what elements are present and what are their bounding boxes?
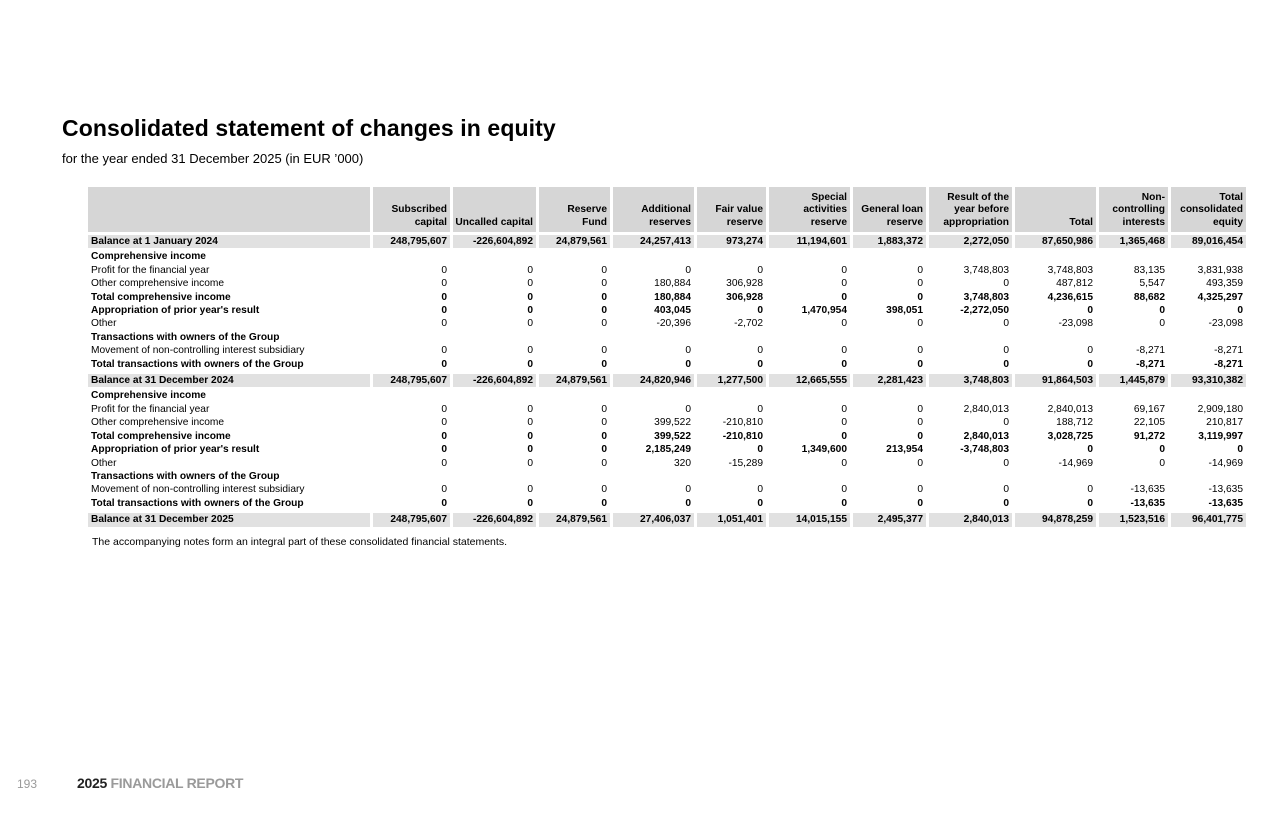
row-label: Other comprehensive income bbox=[91, 278, 225, 290]
column-header: Reserve Fund bbox=[536, 187, 610, 232]
table-cell: 27,406,037 bbox=[610, 510, 694, 528]
table-cell bbox=[370, 250, 450, 263]
row-label: Total comprehensive income bbox=[91, 291, 231, 303]
table-cell: 2,840,013 bbox=[1012, 403, 1096, 416]
table-cell: 1,883,372 bbox=[850, 232, 926, 250]
row-label: Other bbox=[91, 318, 117, 330]
table-cell: 1,051,401 bbox=[694, 510, 766, 528]
table-cell: 0 bbox=[694, 497, 766, 510]
table-cell: 0 bbox=[850, 403, 926, 416]
row-label: Balance at 31 December 2025 bbox=[88, 510, 370, 528]
table-cell: -13,635 bbox=[1096, 497, 1168, 510]
table-cell: 0 bbox=[536, 430, 610, 443]
table-cell: 1,365,468 bbox=[1096, 232, 1168, 250]
table-cell: 0 bbox=[850, 457, 926, 470]
table-cell: 320 bbox=[610, 457, 694, 470]
table-cell: 0 bbox=[850, 317, 926, 330]
table-cell: 24,879,561 bbox=[536, 510, 610, 528]
table-cell bbox=[610, 250, 694, 263]
column-header: Additional reserves bbox=[610, 187, 694, 232]
table-cell: 399,522 bbox=[610, 430, 694, 443]
table-cell: 3,028,725 bbox=[1012, 430, 1096, 443]
table-cell: 0 bbox=[370, 317, 450, 330]
table-cell: 0 bbox=[370, 430, 450, 443]
table-cell bbox=[766, 470, 850, 483]
table-cell: -3,748,803 bbox=[926, 443, 1012, 456]
table-cell: 0 bbox=[450, 291, 536, 304]
table-cell bbox=[850, 389, 926, 402]
table-cell: 24,257,413 bbox=[610, 232, 694, 250]
table-cell: 0 bbox=[1012, 358, 1096, 371]
table-row bbox=[88, 497, 1246, 510]
table-row bbox=[88, 457, 1246, 470]
table-cell: -226,604,892 bbox=[450, 371, 536, 389]
table-cell: 0 bbox=[694, 403, 766, 416]
table-cell bbox=[536, 250, 610, 263]
table-cell bbox=[370, 470, 450, 483]
table-cell: 0 bbox=[766, 317, 850, 330]
table-cell: 0 bbox=[610, 497, 694, 510]
table-cell: 0 bbox=[766, 264, 850, 277]
table-cell: 0 bbox=[370, 497, 450, 510]
table-cell: 2,272,050 bbox=[926, 232, 1012, 250]
table-cell: 0 bbox=[850, 416, 926, 429]
table-cell: 0 bbox=[450, 457, 536, 470]
table-cell: 5,547 bbox=[1096, 277, 1168, 290]
table-cell: 0 bbox=[610, 344, 694, 357]
table-cell: -23,098 bbox=[1168, 317, 1246, 330]
table-cell: 0 bbox=[536, 443, 610, 456]
table-cell: 1,277,500 bbox=[694, 371, 766, 389]
table-cell: 493,359 bbox=[1168, 277, 1246, 290]
table-cell: 306,928 bbox=[694, 291, 766, 304]
table-cell: 22,105 bbox=[1096, 416, 1168, 429]
table-cell: 87,650,986 bbox=[1012, 232, 1096, 250]
table-cell: 0 bbox=[766, 457, 850, 470]
table-cell: 0 bbox=[536, 416, 610, 429]
row-label: Balance at 31 December 2024 bbox=[88, 371, 370, 389]
table-cell: 0 bbox=[450, 277, 536, 290]
row-label: Balance at 1 January 2024 bbox=[88, 232, 370, 250]
table-cell: 0 bbox=[370, 416, 450, 429]
balance-row bbox=[88, 371, 1246, 389]
table-cell: 3,748,803 bbox=[926, 291, 1012, 304]
table-cell: -8,271 bbox=[1168, 358, 1246, 371]
table-cell: 0 bbox=[850, 358, 926, 371]
table-cell: -14,969 bbox=[1168, 457, 1246, 470]
table-cell: 248,795,607 bbox=[370, 232, 450, 250]
row-label: Total transactions with owners of the Group bbox=[91, 358, 304, 370]
table-cell: 0 bbox=[1096, 317, 1168, 330]
table-cell: 0 bbox=[1096, 457, 1168, 470]
table-cell: 0 bbox=[766, 483, 850, 496]
table-cell: 69,167 bbox=[1096, 403, 1168, 416]
table-cell: 2,909,180 bbox=[1168, 403, 1246, 416]
table-cell: 0 bbox=[926, 457, 1012, 470]
table-cell: 248,795,607 bbox=[370, 371, 450, 389]
table-cell: 403,045 bbox=[610, 304, 694, 317]
column-header: General loan reserve bbox=[850, 187, 926, 232]
column-header: Special activities reserve bbox=[766, 187, 850, 232]
table-cell: 0 bbox=[450, 497, 536, 510]
table-cell: 0 bbox=[610, 483, 694, 496]
table-cell: 4,325,297 bbox=[1168, 291, 1246, 304]
table-cell: 0 bbox=[370, 403, 450, 416]
table-cell: 0 bbox=[694, 264, 766, 277]
row-label: Total transactions with owners of the Group bbox=[91, 497, 304, 509]
table-cell: 0 bbox=[1012, 443, 1096, 456]
table-cell: 0 bbox=[766, 358, 850, 371]
table-cell: 0 bbox=[850, 264, 926, 277]
table-row bbox=[88, 277, 1246, 290]
table-cell: 3,748,803 bbox=[1012, 264, 1096, 277]
row-label: Profit for the financial year bbox=[91, 264, 210, 276]
table-cell: 973,274 bbox=[694, 232, 766, 250]
table-cell: -13,635 bbox=[1168, 483, 1246, 496]
table-cell: 399,522 bbox=[610, 416, 694, 429]
table-cell bbox=[694, 331, 766, 344]
table-cell: 0 bbox=[536, 264, 610, 277]
table-cell: 0 bbox=[926, 483, 1012, 496]
table-cell: -15,289 bbox=[694, 457, 766, 470]
page-number: 193 bbox=[17, 777, 38, 791]
table-row bbox=[88, 483, 1246, 496]
table-cell: 24,879,561 bbox=[536, 232, 610, 250]
column-header: Total bbox=[1012, 187, 1096, 232]
table-cell: 0 bbox=[450, 430, 536, 443]
table-cell: 487,812 bbox=[1012, 277, 1096, 290]
table-cell: -210,810 bbox=[694, 416, 766, 429]
table-cell: 0 bbox=[370, 344, 450, 357]
table-cell: -226,604,892 bbox=[450, 232, 536, 250]
table-cell bbox=[610, 470, 694, 483]
table-cell: 0 bbox=[1168, 443, 1246, 456]
table-cell: 12,665,555 bbox=[766, 371, 850, 389]
table-cell: 188,712 bbox=[1012, 416, 1096, 429]
table-cell bbox=[694, 389, 766, 402]
row-label: Appropriation of prior year's result bbox=[91, 305, 260, 317]
table-cell bbox=[1168, 331, 1246, 344]
table-cell: 0 bbox=[536, 317, 610, 330]
row-label: Comprehensive income bbox=[91, 251, 206, 263]
table-cell: -14,969 bbox=[1012, 457, 1096, 470]
table-cell: 0 bbox=[694, 483, 766, 496]
table-cell: -13,635 bbox=[1096, 483, 1168, 496]
table-cell: 0 bbox=[850, 291, 926, 304]
row-label: Movement of non-controlling interest subsidiary bbox=[91, 484, 305, 496]
table-cell bbox=[536, 470, 610, 483]
table-cell bbox=[610, 389, 694, 402]
table-cell: 0 bbox=[450, 443, 536, 456]
table-cell: 2,495,377 bbox=[850, 510, 926, 528]
column-header: Uncalled capital bbox=[450, 187, 536, 232]
table-cell: 0 bbox=[926, 358, 1012, 371]
table-cell: 0 bbox=[536, 403, 610, 416]
table-cell: 398,051 bbox=[850, 304, 926, 317]
table-cell: -210,810 bbox=[694, 430, 766, 443]
table-cell bbox=[1012, 250, 1096, 263]
table-cell: 93,310,382 bbox=[1168, 371, 1246, 389]
table-cell: 2,840,013 bbox=[926, 510, 1012, 528]
row-label: Transactions with owners of the Group bbox=[91, 470, 280, 482]
table-cell: -226,604,892 bbox=[450, 510, 536, 528]
row-label: Appropriation of prior year's result bbox=[91, 444, 260, 456]
table-cell: -20,396 bbox=[610, 317, 694, 330]
table-cell: 0 bbox=[370, 291, 450, 304]
table-cell: 2,185,249 bbox=[610, 443, 694, 456]
balance-row bbox=[88, 510, 1246, 528]
table-cell: 0 bbox=[450, 304, 536, 317]
table-cell bbox=[1168, 389, 1246, 402]
table-cell: 0 bbox=[926, 277, 1012, 290]
table-cell: 0 bbox=[926, 416, 1012, 429]
balance-row bbox=[88, 232, 1246, 250]
table-row bbox=[88, 443, 1246, 456]
column-header: Total consolidated equity bbox=[1168, 187, 1246, 232]
table-cell: 0 bbox=[850, 497, 926, 510]
table-cell: 0 bbox=[370, 304, 450, 317]
table-cell bbox=[450, 331, 536, 344]
table-row bbox=[88, 264, 1246, 277]
section-header-row bbox=[88, 389, 1246, 402]
table-cell bbox=[1012, 389, 1096, 402]
table-cell: 0 bbox=[694, 358, 766, 371]
table-cell: 89,016,454 bbox=[1168, 232, 1246, 250]
table-cell: 213,954 bbox=[850, 443, 926, 456]
table-cell: -8,271 bbox=[1168, 344, 1246, 357]
table-cell: 1,445,879 bbox=[1096, 371, 1168, 389]
table-cell: 88,682 bbox=[1096, 291, 1168, 304]
table-cell: 2,840,013 bbox=[926, 403, 1012, 416]
table-cell: 0 bbox=[370, 264, 450, 277]
table-cell bbox=[1012, 470, 1096, 483]
table-cell bbox=[450, 250, 536, 263]
table-cell bbox=[450, 389, 536, 402]
table-cell: 91,272 bbox=[1096, 430, 1168, 443]
table-cell bbox=[536, 331, 610, 344]
table-cell: 14,015,155 bbox=[766, 510, 850, 528]
table-cell: 0 bbox=[1012, 304, 1096, 317]
table-cell bbox=[450, 470, 536, 483]
table-cell: 180,884 bbox=[610, 291, 694, 304]
table-cell: 24,820,946 bbox=[610, 371, 694, 389]
table-cell bbox=[1012, 331, 1096, 344]
table-cell: 0 bbox=[850, 344, 926, 357]
column-header-label bbox=[88, 187, 370, 232]
table-header bbox=[88, 187, 1246, 232]
row-label: Other bbox=[91, 457, 117, 469]
table-cell: -8,271 bbox=[1096, 358, 1168, 371]
table-cell: 0 bbox=[694, 304, 766, 317]
table-cell: 3,119,997 bbox=[1168, 430, 1246, 443]
table-cell: 3,748,803 bbox=[926, 264, 1012, 277]
table-cell: 0 bbox=[926, 344, 1012, 357]
table-cell: 210,817 bbox=[1168, 416, 1246, 429]
table-row bbox=[88, 358, 1246, 371]
table-row bbox=[88, 304, 1246, 317]
report-brand bbox=[77, 775, 243, 791]
brand-text: FINANCIAL REPORT bbox=[110, 775, 244, 791]
table-cell: 0 bbox=[536, 483, 610, 496]
column-header: Subscribed capital bbox=[370, 187, 450, 232]
table-cell: 0 bbox=[450, 344, 536, 357]
table-cell bbox=[610, 331, 694, 344]
table-cell bbox=[694, 470, 766, 483]
table-cell: 0 bbox=[370, 358, 450, 371]
table-cell bbox=[1096, 331, 1168, 344]
table-row bbox=[88, 403, 1246, 416]
table-cell bbox=[694, 250, 766, 263]
table-cell: 0 bbox=[1012, 344, 1096, 357]
table-cell bbox=[926, 331, 1012, 344]
table-cell: 0 bbox=[536, 277, 610, 290]
table-cell: 0 bbox=[1012, 483, 1096, 496]
table-cell: 180,884 bbox=[610, 277, 694, 290]
table-cell: 0 bbox=[536, 291, 610, 304]
table-cell: 4,236,615 bbox=[1012, 291, 1096, 304]
section-header-row bbox=[88, 250, 1246, 263]
table-cell: 0 bbox=[536, 304, 610, 317]
table-cell: 0 bbox=[694, 344, 766, 357]
table-cell: 248,795,607 bbox=[370, 510, 450, 528]
table-cell bbox=[850, 250, 926, 263]
table-cell: 0 bbox=[450, 358, 536, 371]
table-cell: 0 bbox=[850, 277, 926, 290]
footnote: The accompanying notes form an integral part of these consolidated financial statements. bbox=[92, 536, 507, 548]
table-cell: -13,635 bbox=[1168, 497, 1246, 510]
table-cell: 0 bbox=[766, 416, 850, 429]
table-cell: 0 bbox=[610, 264, 694, 277]
table-cell: 0 bbox=[536, 497, 610, 510]
table-cell bbox=[536, 389, 610, 402]
table-cell: 0 bbox=[450, 264, 536, 277]
table-cell: 0 bbox=[370, 483, 450, 496]
table-cell bbox=[1168, 250, 1246, 263]
table-row bbox=[88, 430, 1246, 443]
table-cell: 1,349,600 bbox=[766, 443, 850, 456]
row-label: Transactions with owners of the Group bbox=[91, 331, 280, 343]
table-cell: 0 bbox=[766, 277, 850, 290]
table-cell: 0 bbox=[450, 317, 536, 330]
table-cell: 2,840,013 bbox=[926, 430, 1012, 443]
table-cell: 83,135 bbox=[1096, 264, 1168, 277]
table-cell: 3,748,803 bbox=[926, 371, 1012, 389]
page-subtitle: for the year ended 31 December 2025 (in EUR ’000) bbox=[62, 151, 364, 166]
table-cell: -2,702 bbox=[694, 317, 766, 330]
table-cell: 0 bbox=[610, 358, 694, 371]
table-cell: 0 bbox=[370, 457, 450, 470]
table-cell: 0 bbox=[536, 457, 610, 470]
table-cell: 0 bbox=[536, 344, 610, 357]
table-cell bbox=[1096, 470, 1168, 483]
table-cell: 3,831,938 bbox=[1168, 264, 1246, 277]
table-cell: 24,879,561 bbox=[536, 371, 610, 389]
table-cell: 0 bbox=[610, 403, 694, 416]
table-row bbox=[88, 317, 1246, 330]
section-header-row bbox=[88, 331, 1246, 344]
table-cell bbox=[1096, 389, 1168, 402]
table-cell: 0 bbox=[926, 317, 1012, 330]
table-cell: 0 bbox=[766, 497, 850, 510]
table-cell bbox=[370, 389, 450, 402]
table-cell: -23,098 bbox=[1012, 317, 1096, 330]
table-cell: 0 bbox=[1012, 497, 1096, 510]
brand-year: 2025 bbox=[77, 775, 107, 791]
table-cell: 11,194,601 bbox=[766, 232, 850, 250]
table-cell: 0 bbox=[926, 497, 1012, 510]
table-cell: -2,272,050 bbox=[926, 304, 1012, 317]
table-cell: -8,271 bbox=[1096, 344, 1168, 357]
table-cell bbox=[926, 250, 1012, 263]
table-cell: 0 bbox=[1168, 304, 1246, 317]
table-cell: 2,281,423 bbox=[850, 371, 926, 389]
table-body bbox=[88, 232, 1246, 529]
table-cell: 0 bbox=[450, 416, 536, 429]
header-row bbox=[88, 187, 1246, 232]
table-cell: 91,864,503 bbox=[1012, 371, 1096, 389]
table-cell: 0 bbox=[370, 443, 450, 456]
table-cell: 1,470,954 bbox=[766, 304, 850, 317]
column-header: Non-controlling interests bbox=[1096, 187, 1168, 232]
table-cell bbox=[766, 389, 850, 402]
table-cell: 96,401,775 bbox=[1168, 510, 1246, 528]
row-label: Total comprehensive income bbox=[91, 430, 231, 442]
section-header-row bbox=[88, 470, 1246, 483]
table-cell: 0 bbox=[370, 277, 450, 290]
table-cell: 0 bbox=[766, 344, 850, 357]
table-cell bbox=[926, 470, 1012, 483]
table-cell: 0 bbox=[850, 430, 926, 443]
table-cell: 0 bbox=[450, 483, 536, 496]
table-cell bbox=[1096, 250, 1168, 263]
table-cell bbox=[850, 470, 926, 483]
table-row bbox=[88, 291, 1246, 304]
table-cell: 306,928 bbox=[694, 277, 766, 290]
table-cell bbox=[1168, 470, 1246, 483]
table-row bbox=[88, 416, 1246, 429]
row-label: Comprehensive income bbox=[91, 390, 206, 402]
column-header: Fair value reserve bbox=[694, 187, 766, 232]
equity-table bbox=[88, 187, 1246, 529]
row-label: Other comprehensive income bbox=[91, 417, 225, 429]
table-cell bbox=[926, 389, 1012, 402]
table-cell: 0 bbox=[1096, 443, 1168, 456]
table-cell: 0 bbox=[536, 358, 610, 371]
page-title: Consolidated statement of changes in equity bbox=[62, 115, 556, 141]
table-row bbox=[88, 344, 1246, 357]
table-cell: 0 bbox=[694, 443, 766, 456]
table-cell: 0 bbox=[766, 430, 850, 443]
row-label: Movement of non-controlling interest subsidiary bbox=[91, 345, 305, 357]
table-cell: 0 bbox=[766, 291, 850, 304]
column-header: Result of the year before appropriation bbox=[926, 187, 1012, 232]
table-cell bbox=[766, 331, 850, 344]
table-cell: 0 bbox=[766, 403, 850, 416]
table-cell bbox=[370, 331, 450, 344]
table-cell: 94,878,259 bbox=[1012, 510, 1096, 528]
table-cell bbox=[766, 250, 850, 263]
table-cell bbox=[850, 331, 926, 344]
table-cell: 0 bbox=[850, 483, 926, 496]
table-cell: 1,523,516 bbox=[1096, 510, 1168, 528]
row-label: Profit for the financial year bbox=[91, 403, 210, 415]
table-cell: 0 bbox=[450, 403, 536, 416]
table-cell: 0 bbox=[1096, 304, 1168, 317]
